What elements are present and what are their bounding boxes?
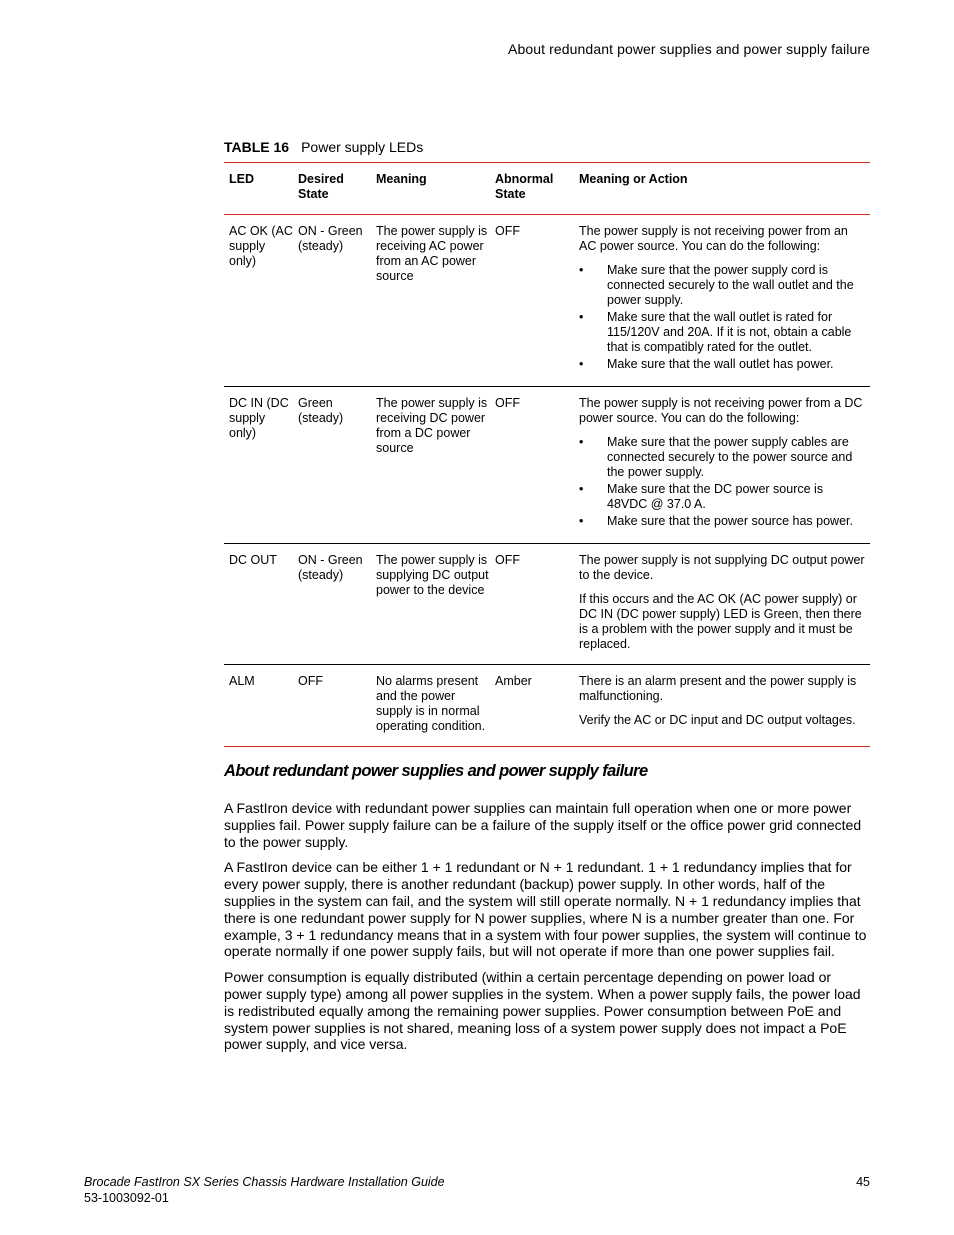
action-bullet-text: Make sure that the power supply cables are connected securely to the power source and the power supply. xyxy=(607,435,853,479)
meaning-cell: No alarms present and the power supply is in normal operating condition. xyxy=(376,674,486,733)
footer-doc-info xyxy=(84,1175,445,1206)
body-paragraph: A FastIron device with redundant power supplies can maintain full operation when one or more power supplies fail. Power supply failure can be a failure of the supply itself or the office power grid connected to the power supply. xyxy=(224,800,862,850)
action-bullet-text: Make sure that the wall outlet has power. xyxy=(607,357,834,371)
meaning-or-action-cell xyxy=(574,674,870,734)
column-header-meaning-or-action: Meaning or Action xyxy=(579,172,688,186)
led-cell: DC OUT xyxy=(229,553,277,567)
meaning-cell: The power supply is receiving DC power from a DC power source xyxy=(376,396,488,455)
bullet-icon: • xyxy=(579,482,584,496)
action-paragraph: The power supply is not receiving power from an AC power source. You can do the following: xyxy=(579,224,848,253)
bullet-icon: • xyxy=(579,357,584,371)
meaning-or-action-cell xyxy=(574,224,870,374)
meaning-or-action-cell xyxy=(574,553,870,652)
footer-doc-title: Brocade FastIron SX Series Chassis Hardware Installation Guide xyxy=(84,1175,445,1189)
action-bullet-text: Make sure that the wall outlet is rated for 115/120V and 20A. If it is not, obtain a cable that is compatibly rated for the outlet. xyxy=(607,310,852,354)
abnormal-state-cell: OFF xyxy=(495,224,520,238)
bullet-icon: • xyxy=(579,310,584,324)
action-bullet-item xyxy=(579,310,866,355)
table-row xyxy=(224,215,870,386)
running-header: About redundant power supplies and power supply failure xyxy=(508,41,870,57)
column-header-desired-state: Desired State xyxy=(298,172,344,201)
led-cell: ALM xyxy=(229,674,255,688)
action-bullet-item xyxy=(579,514,866,529)
desired-state-cell: ON - Green (steady) xyxy=(298,553,363,582)
action-paragraph: Verify the AC or DC input and DC output voltages. xyxy=(579,713,856,727)
action-paragraph: There is an alarm present and the power supply is malfunctioning. xyxy=(579,674,857,703)
desired-state-cell: ON - Green (steady) xyxy=(298,224,363,253)
action-bullet-item xyxy=(579,263,866,308)
action-bullet-list xyxy=(579,435,866,529)
column-header-led: LED xyxy=(229,172,254,186)
footer-doc-number: 53-1003092-01 xyxy=(84,1190,169,1205)
action-bullet-item xyxy=(579,357,866,372)
abnormal-state-cell: OFF xyxy=(495,553,520,567)
abnormal-state-cell: Amber xyxy=(495,674,532,688)
table-row xyxy=(224,664,870,746)
table-caption xyxy=(224,139,423,155)
bullet-icon: • xyxy=(579,514,584,528)
action-bullet-item xyxy=(579,435,866,480)
section-heading: About redundant power supplies and power supply failure xyxy=(224,762,648,780)
column-header-meaning: Meaning xyxy=(376,172,427,186)
table-header-row xyxy=(224,163,870,215)
action-paragraph: If this occurs and the AC OK (AC power supply) or DC IN (DC power supply) LED is Green, then there is a problem with the power supply and it must be replaced. xyxy=(579,592,862,651)
body-paragraph: Power consumption is equally distributed (within a certain percentage depending on power load or power supply type) among all power supplies in the system. When a power supply fails, the power load is redistributed equally among the remaining power supplies. Power consumption between PoE and system power supplies is not shared, meaning loss of a system power supply does not impact a PoE power supply, and vice versa. xyxy=(224,969,861,1053)
led-cell: AC OK (AC supply only) xyxy=(229,224,293,268)
action-bullet-item xyxy=(579,482,866,512)
action-bullet-text: Make sure that the power supply cord is connected securely to the wall outlet and the power supply. xyxy=(607,263,854,307)
page-number: 45 xyxy=(856,1175,870,1189)
table-body xyxy=(224,215,870,746)
action-bullet-list xyxy=(579,263,866,372)
abnormal-state-cell: OFF xyxy=(495,396,520,410)
action-paragraph: The power supply is not supplying DC output power to the device. xyxy=(579,553,865,582)
action-bullet-text: Make sure that the DC power source is 48VDC @ 37.0 A. xyxy=(607,482,824,511)
body-paragraph: A FastIron device can be either 1 + 1 redundant or N + 1 redundant. 1 + 1 redundancy implies that for every power supply, there is another redundant (backup) power supply. In other words, half of the supplies in the system can fail, and the system will still operate normally. N + 1 redundancy implies that there is one redundant power supply for N power supplies, where N is a number greater than one. For example, 3 + 1 redundancy means that in a system with four power supplies, the system will continue to operate normally if one power supply fails, but will not operate if more than one power supplies fail. xyxy=(224,859,867,960)
section-body xyxy=(224,800,872,1062)
desired-state-cell: OFF xyxy=(298,674,323,688)
led-cell: DC IN (DC supply only) xyxy=(229,396,289,440)
desired-state-cell: Green (steady) xyxy=(298,396,344,425)
meaning-or-action-cell xyxy=(574,396,870,531)
bullet-icon: • xyxy=(579,435,584,449)
table-caption-title: Power supply LEDs xyxy=(301,139,424,155)
table-row xyxy=(224,543,870,664)
table-caption-label: TABLE 16 xyxy=(224,139,290,155)
table-row xyxy=(224,386,870,543)
meaning-cell: The power supply is supplying DC output power to the device xyxy=(376,553,489,597)
action-paragraph: The power supply is not receiving power from a DC power source. You can do the following: xyxy=(579,396,863,425)
bullet-icon: • xyxy=(579,263,584,277)
meaning-cell: The power supply is receiving AC power from an AC power source xyxy=(376,224,488,283)
action-bullet-text: Make sure that the power source has power. xyxy=(607,514,853,528)
power-supply-leds-table xyxy=(224,162,870,747)
column-header-abnormal-state: Abnormal State xyxy=(495,172,554,201)
